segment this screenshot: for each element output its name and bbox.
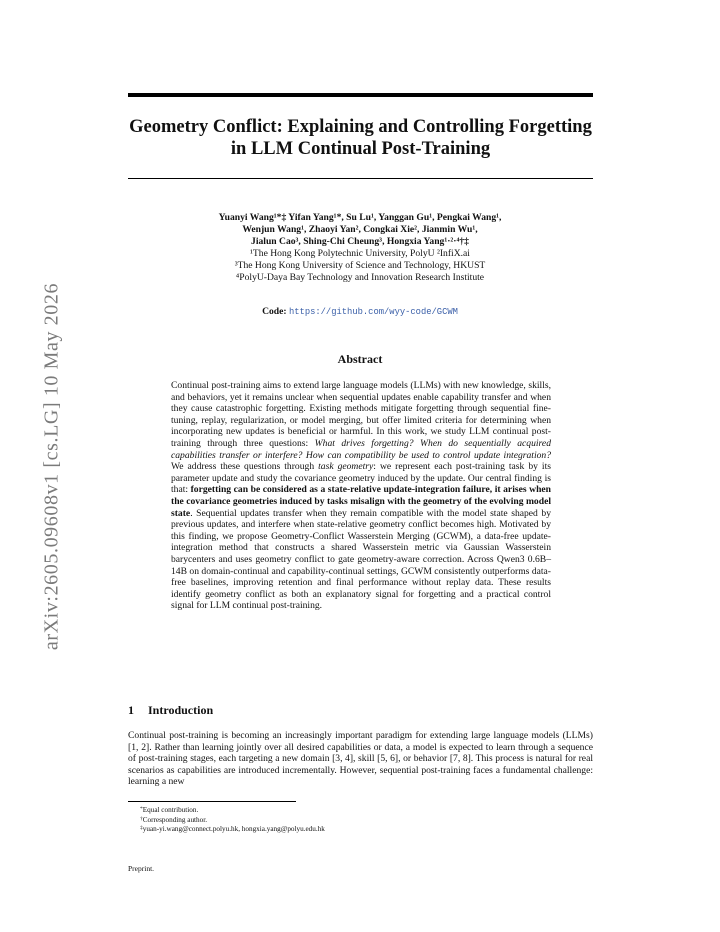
section-number: 1 bbox=[128, 703, 134, 717]
title-bottom-rule bbox=[128, 178, 593, 179]
affiliation-1: ¹The Hong Kong Polytechnic University, PolyU ²InfiX.ai bbox=[250, 248, 470, 259]
footnote-equal: *Equal contribution. bbox=[140, 806, 199, 814]
paper-title: Geometry Conflict: Explaining and Controlling Forgetting in LLM Continual Post-Training bbox=[129, 117, 592, 159]
author-block bbox=[150, 212, 570, 284]
abstract-questions: What drives forgetting? When do sequentially acquired capabilities transfer or interfere? How can compatibility be used to control update integration? bbox=[171, 437, 551, 461]
section-title: Introduction bbox=[148, 703, 214, 717]
code-link[interactable]: https://github.com/wyy-code/GCWM bbox=[288, 307, 458, 317]
abstract-task-geometry: task geometry bbox=[318, 461, 374, 473]
preprint-label: Preprint. bbox=[128, 864, 155, 873]
abstract-heading: Abstract bbox=[337, 352, 383, 366]
footnote-rule bbox=[128, 801, 296, 802]
abstract-part-4: . Sequential updates transfer when they remain compatible with the model state shaped by previous updates, and interfere when state-relative geometry conflict becomes high. Motivated by this finding, we propose Geometry-Conflict Wasserstein Merging (GCWM), a data-free update-integration method that constructs a shared Wasserstein metric via Gaussian Wasserstein barycenters and uses geometry conflict to gate geometry-aware correction. Across Qwen3 0.6B–14B on domain-continual and capability-continual settings, GCWM consistently outperforms data-free baselines, improving retention and final performance without replay data. These results identify geometry conflict as both an explanatory signal for forgetting and a practical control signal for LLM continual post-training. bbox=[171, 507, 551, 612]
author-line-1: Yuanyi Wang¹*‡ Yifan Yang¹*, Su Lu¹, Yanggan Gu¹, Pengkai Wang¹, bbox=[218, 212, 502, 223]
code-line bbox=[150, 306, 570, 317]
introduction-text: Continual post-training is becoming an increasingly important paradigm for extending large language models (LLMs) [1, 2]. Rather than learning jointly over all desired capabilities or data, a model is expected to learn through a sequence of post-training stages, each targeting a new domain [3, 4], skill [5, 6], or behavior [7, 8]. This process is natural for real scenarios as capabilities are introduced incrementally. However, sequential post-training faces a fundamental challenge: learning a new bbox=[128, 730, 593, 788]
section-heading bbox=[128, 703, 213, 718]
abstract-part-3: : we represent each post-training task by its parameter update and study the covariance geometry induced by the update. Our central finding is that: bbox=[171, 461, 551, 496]
abstract-part-2: We address these questions through bbox=[171, 461, 319, 473]
footnote-emails: ‡yuan-yi.wang@connect.polyu.hk, hongxia.yang@polyu.edu.hk bbox=[140, 825, 325, 833]
footnotes bbox=[140, 806, 325, 835]
abstract-central-finding: forgetting can be considered as a state-relative update-integration failure, it arises when the covariance geometries induced by tasks misalign with the geometry of the evolving model state bbox=[171, 484, 551, 519]
abstract-part-1: Continual post-training aims to extend large language models (LLMs) with new knowledge, skills, and behaviors, yet it remains unclear when sequential updates enable capability transfer and when they cause catastrophic forgetting. Existing methods mitigate forgetting through sequential fine-tuning, replay, regularization, or model merging, but offer limited criteria for determining when incorporating new updates is beneficial or harmful. In this work, we study LLM continual post-training through three questions: bbox=[171, 380, 551, 449]
arxiv-side-stamp bbox=[32, 270, 72, 670]
footnote-corresponding: †Corresponding author. bbox=[140, 815, 208, 824]
abstract-text bbox=[171, 380, 551, 612]
arxiv-identifier: arXiv:2605.09608v1 [cs.LG] 10 May 2026 bbox=[40, 282, 63, 651]
author-line-3: Jialun Cao³, Shing-Chi Cheung³, Hongxia Yang¹·²·⁴†‡ bbox=[251, 236, 469, 247]
affiliation-2: ³The Hong Kong University of Science and Technology, HKUST bbox=[234, 260, 486, 271]
affiliation-3: ⁴PolyU-Daya Bay Technology and Innovation Research Institute bbox=[235, 272, 485, 283]
author-line-2: Wenjun Wang¹, Zhaoyi Yan², Congkai Xie², Jianmin Wu¹, bbox=[242, 224, 478, 235]
title-top-rule bbox=[128, 93, 593, 97]
code-label: Code: bbox=[262, 306, 287, 317]
